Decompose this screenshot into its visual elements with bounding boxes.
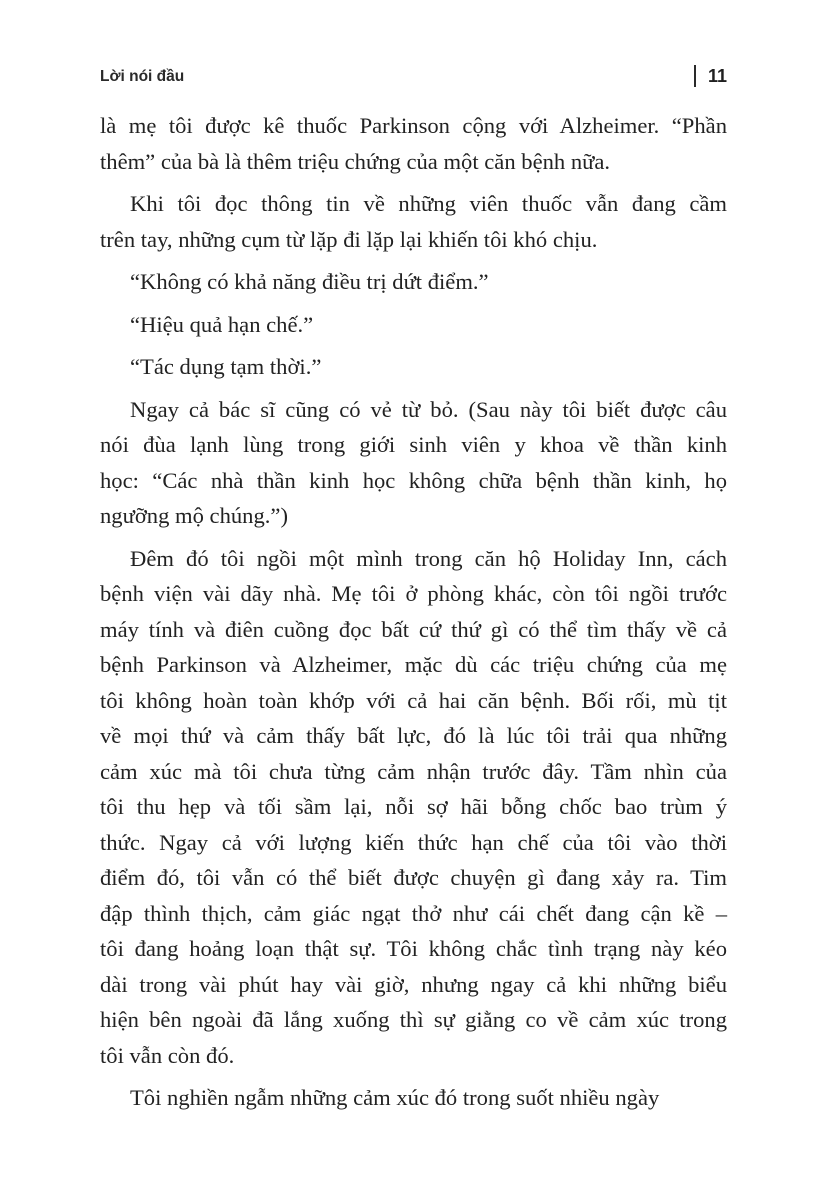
text-line: máy tính và điên cuồng đọc bất cứ thứ gì có thể tìm thấy về cả — [100, 616, 727, 642]
text-line: Tôi nghiền ngẫm những cảm xúc đó trong suốt nhiều ngày — [130, 1085, 660, 1110]
page-header — [100, 66, 727, 90]
text-line: thêm” của bà là thêm triệu chứng của một căn bệnh nữa. — [100, 148, 611, 174]
text-line: điểm đó, tôi vẫn có thể biết được chuyện gì đang xảy ra. Tim — [100, 865, 727, 890]
text-line: bệnh Parkinson và Alzheimer, mặc dù các triệu chứng của mẹ — [100, 652, 727, 677]
running-title: Lời nói đầu — [100, 68, 185, 85]
text-line: ngưỡng mộ chúng.”) — [100, 503, 288, 528]
paragraph — [100, 307, 727, 343]
paragraph — [100, 264, 727, 300]
text-line: Ngay cả bác sĩ cũng có vẻ từ bỏ. (Sau này tôi biết được câu — [130, 396, 727, 422]
text-line: cảm xúc mà tôi chưa từng cảm nhận trước đây. Tầm nhìn của — [100, 758, 727, 784]
text-line: hiện bên ngoài đã lắng xuống thì sự giằng co về cảm xúc trong — [100, 1007, 727, 1032]
text-line: tôi đang hoảng loạn thật sự. Tôi không chắc tình trạng này kéo — [100, 936, 727, 961]
text-line: Khi tôi đọc thông tin về những viên thuốc vẫn đang cầm — [130, 191, 727, 216]
paragraph — [100, 349, 727, 385]
text-line: trên tay, những cụm từ lặp đi lặp lại khiến tôi khó chịu. — [100, 226, 598, 252]
text-line: “Không có khả năng điều trị dứt điểm.” — [130, 269, 489, 294]
text-line: tôi không hoàn toàn khớp với cả hai căn bệnh. Bối rối, mù tịt — [100, 687, 727, 713]
paragraph — [100, 392, 727, 534]
page-number-block — [694, 64, 727, 88]
paragraph — [100, 541, 727, 1074]
text-line: về mọi thứ và cảm thấy bất lực, đó là lúc tôi trải qua những — [100, 723, 727, 748]
text-line: “Hiệu quả hạn chế.” — [130, 311, 314, 337]
text-line: tôi thu hẹp và tối sầm lại, nỗi sợ hãi bỗng chốc bao trùm ý — [100, 794, 727, 819]
text-line: là mẹ tôi được kê thuốc Parkinson cộng với Alzheimer. “Phần — [100, 113, 727, 138]
text-line: tôi vẫn còn đó. — [100, 1042, 235, 1068]
body-text — [100, 108, 727, 1123]
text-line: thức. Ngay cả với lượng kiến thức hạn chế của tôi vào thời — [100, 829, 727, 855]
paragraph — [100, 186, 727, 257]
text-line: đập thình thịch, cảm giác ngạt thở như cái chết đang cận kề – — [100, 900, 727, 926]
page-number: 11 — [707, 66, 727, 86]
text-line: nói đùa lạnh lùng trong giới sinh viên y khoa về thần kinh — [100, 432, 727, 457]
paragraph — [100, 1080, 727, 1116]
text-line: bệnh viện vài dãy nhà. Mẹ tôi ở phòng khác, còn tôi ngồi trước — [100, 581, 727, 606]
text-line: dài trong vài phút hay vài giờ, nhưng ngay cả khi những biểu — [100, 971, 727, 997]
text-line: “Tác dụng tạm thời.” — [130, 354, 322, 379]
text-line: Đêm đó tôi ngồi một mình trong căn hộ Holiday Inn, cách — [130, 545, 727, 571]
text-line: học: “Các nhà thần kinh học không chữa bệnh thần kinh, họ — [100, 467, 727, 493]
header-divider — [694, 65, 696, 87]
paragraph — [100, 108, 727, 179]
